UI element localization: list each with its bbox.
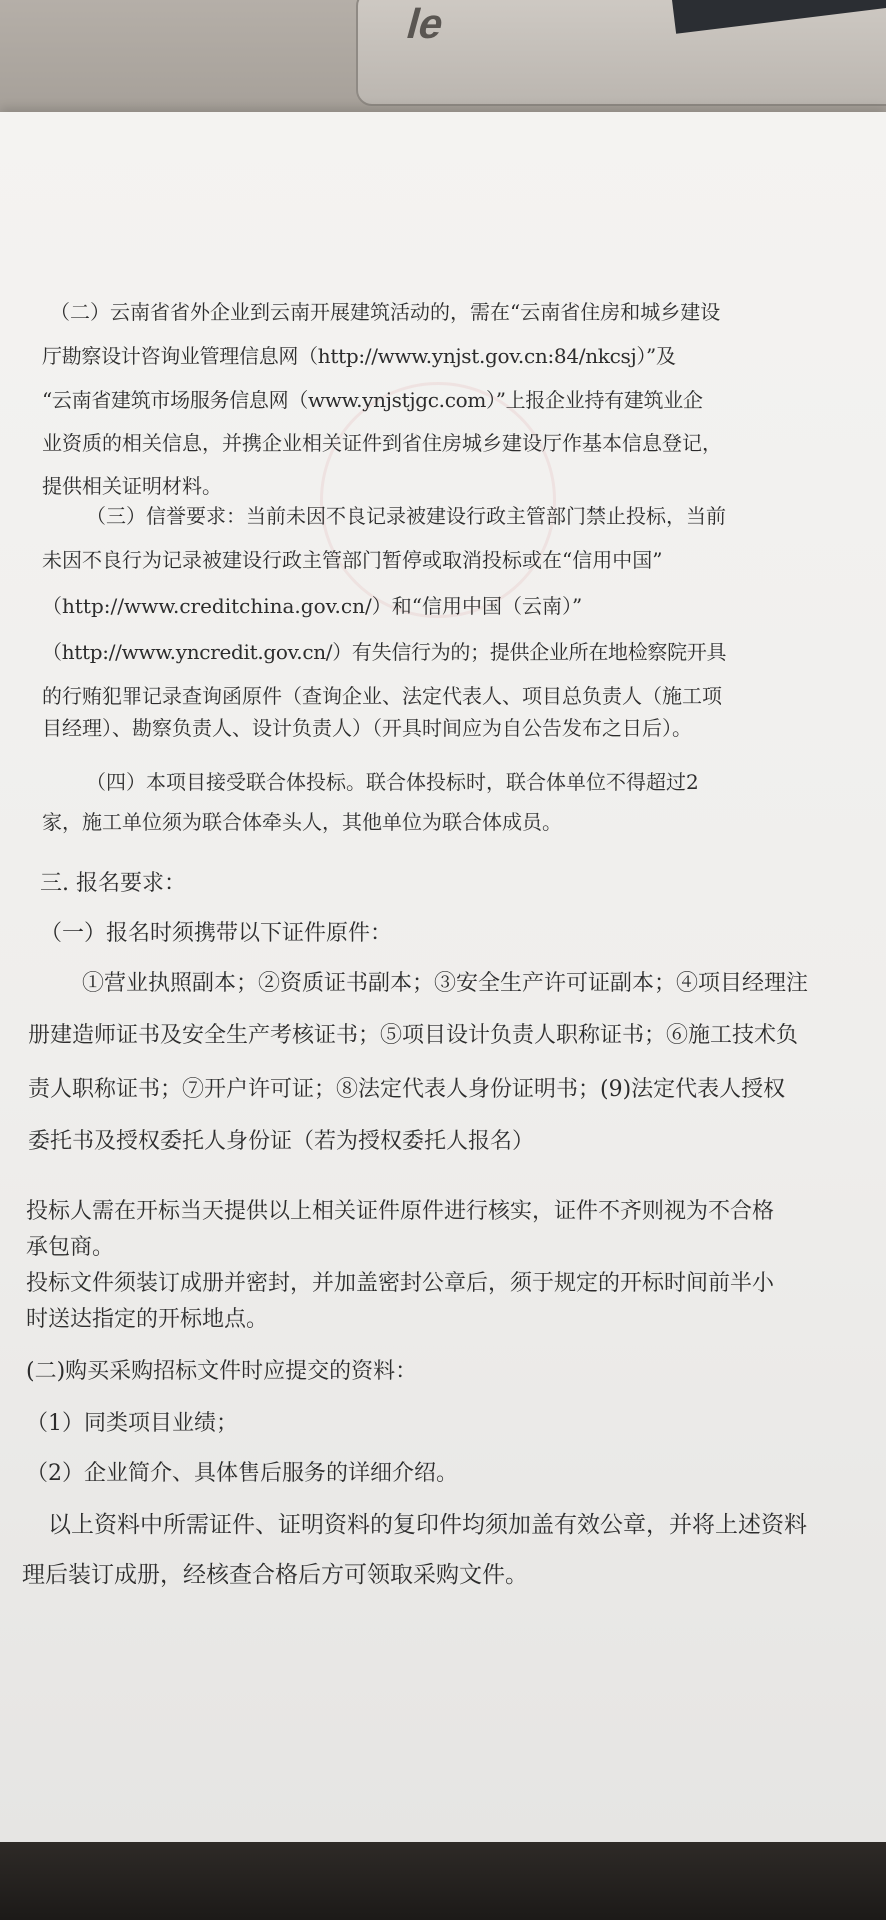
text-line: 的行贿犯罪记录查询函原件（查询企业、法定代表人、项目总负责人（施工项: [42, 684, 722, 708]
text-line: 委托书及授权委托人身份证（若为授权委托人报名）: [28, 1129, 535, 1154]
text-line: 投标人需在开标当天提供以上相关证件原件进行核实，证件不齐则视为不合格: [26, 1199, 775, 1224]
text-line: （三）信誉要求：当前未因不良记录被建设行政主管部门禁止投标，当前: [86, 504, 726, 528]
list-item: （1）同类项目业绩；: [26, 1411, 238, 1436]
text-line: 家，施工单位须为联合体牵头人，其他单位为联合体成员。: [42, 810, 562, 834]
text-line: 册建造师证书及安全生产考核证书；⑤项目设计负责人职称证书；⑥施工技术负: [28, 1023, 799, 1048]
list-item: （2）企业简介、具体售后服务的详细介绍。: [26, 1461, 458, 1486]
text-line: 承包商。: [26, 1235, 115, 1260]
subsection-heading: (二)购买采购招标文件时应提交的资料：: [26, 1359, 418, 1384]
text-line: （http://www.yncredit.gov.cn/）有失信行为的；提供企业所在地检察院开具: [42, 640, 727, 664]
text-line: “云南省建筑市场服务信息网（www.ynjstjgc.com）”上报企业持有建筑业企: [42, 388, 703, 412]
text-line: 投标文件须装订成册并密封，并加盖密封公章后，须于规定的开标时间前半小: [26, 1271, 775, 1296]
text-line: 以上资料中所需证件、证明资料的复印件均须加盖有效公章，并将上述资料: [48, 1512, 807, 1538]
text-line: 业资质的相关信息，并携企业相关证件到省住房城乡建设厅作基本信息登记，: [42, 431, 722, 455]
device-logo: le: [401, 0, 450, 47]
text-line: 责人职称证书；⑦开户许可证；⑧法定代表人身份证明书；(9)法定代表人授权: [28, 1077, 786, 1102]
section-heading: 三. 报名要求：: [40, 871, 186, 896]
subsection-heading: （一）报名时须携带以下证件原件：: [40, 921, 393, 946]
text-line: ①营业执照副本；②资质证书副本；③安全生产许可证副本；④项目经理注: [82, 971, 809, 996]
text-line: 理后装订成册，经核查合格后方可领取采购文件。: [22, 1562, 528, 1588]
text-line: 未因不良行为记录被建设行政主管部门暂停或取消投标或在“信用中国”: [42, 548, 663, 572]
text-line: （http://www.creditchina.gov.cn/）和“信用中国（云南）”: [42, 594, 583, 618]
text-line: 时送达指定的开标地点。: [26, 1307, 269, 1332]
text-line: （二）云南省省外企业到云南开展建筑活动的，需在“云南省住房和城乡建设: [50, 300, 721, 324]
floor-background: [0, 1842, 886, 1920]
text-line: 目经理）、勘察负责人、设计负责人）（开具时间应为自公告发布之日后）。: [42, 716, 692, 740]
text-line: 提供相关证明材料。: [42, 474, 222, 498]
text-line: （四）本项目接受联合体投标。联合体投标时，联合体单位不得超过2: [86, 770, 699, 794]
text-line: 厅勘察设计咨询业管理信息网（http://www.ynjst.gov.cn:84/nkcsj）”及: [42, 344, 676, 368]
